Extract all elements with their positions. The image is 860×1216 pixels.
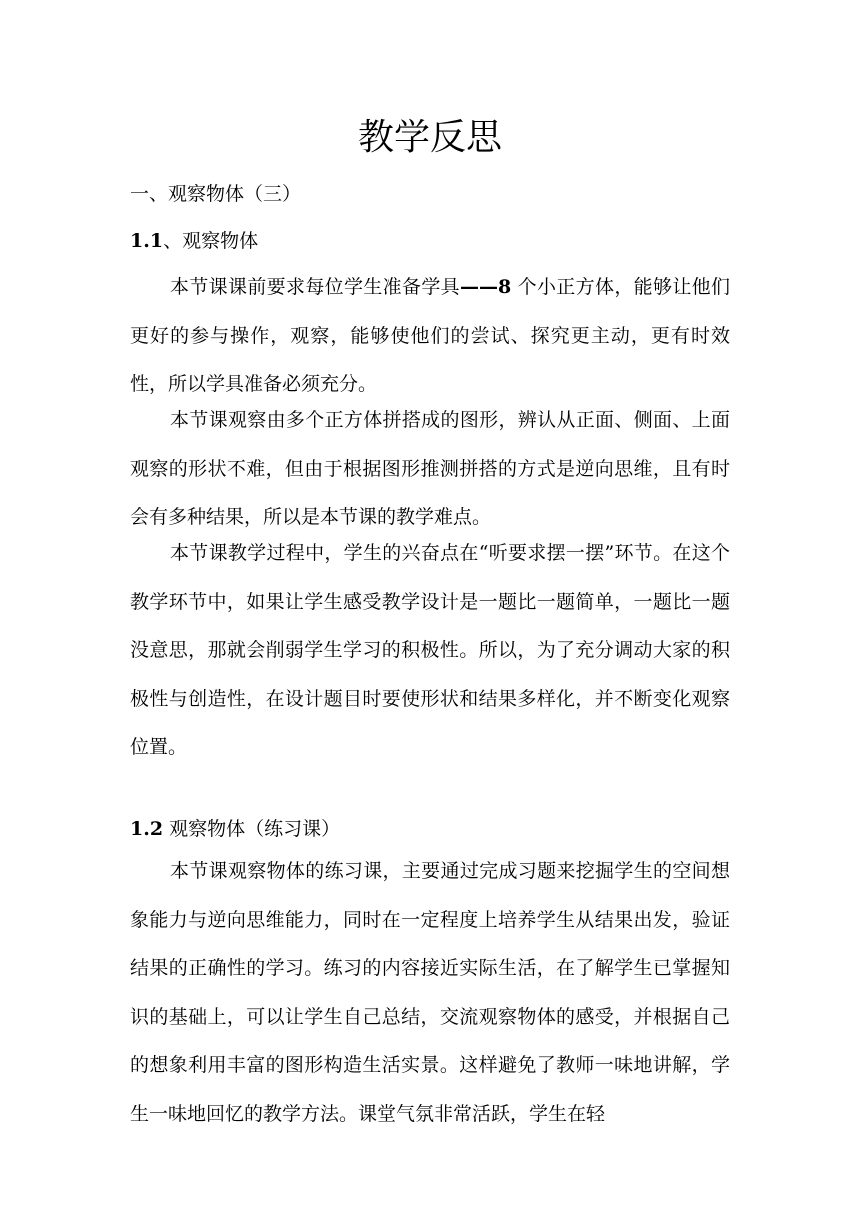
paragraph-2: 本节课观察由多个正方体拼搭成的图形，辨认从正面、侧面、上面观察的形状不难，但由于根据图形推测拼搭的方式是逆向思维，且有时会有多种结果，所以是本节课的教学难点。 xyxy=(130,409,730,528)
subsection-number: 1.2 xyxy=(130,818,164,840)
subsection-title: 观察物体（练习课） xyxy=(163,818,341,840)
paragraph-3: 本节课教学过程中，学生的兴奋点在“听要求摆一摆”环节。在这个教学环节中，如果让学生感受教学设计是一题比一题简单，一题比一题没意思，那就会削弱学生学习的积极性。所以，为了充分调动大家的积极性与创造性，在设计题目时要使形状和结果多样化，并不断变化观察位置。 xyxy=(130,542,730,758)
subsection-number: 1.1 xyxy=(130,230,164,252)
paragraph-4: 本节课观察物体的练习课，主要通过完成习题来挖掘学生的空间想象能力与逆向思维能力，同时在一定程度上培养学生从结果出发，验证结果的正确性的学习。练习的内容接近实际生活，在了解学生已掌握知识的基础上，可以让学生自己总结，交流观察物体的感受，并根据自己的想象利用丰富的图形构造生活实景。这样避免了教师一味地讲解，学生一味地回忆的教学方法。课堂气氛非常活跃，学生在轻 xyxy=(130,860,730,1125)
paragraph-text: 本节课课前要求每位学生准备学具 xyxy=(170,276,461,298)
section-heading-1: 一、观察物体（三） xyxy=(130,183,302,205)
document-title: 教学反思 xyxy=(357,117,502,158)
subsection-heading-1-1 xyxy=(130,227,258,255)
paragraph-bold-text: ——8 xyxy=(460,276,512,298)
subsection-heading-1-2 xyxy=(130,815,340,843)
paragraph-text: 个小正方体，能够让他们更好的参与操作，观察，能够使他们的尝试、探究更主动，更有时效性，所以学具准备必须充分。 xyxy=(130,276,730,395)
paragraph-1 xyxy=(130,263,730,409)
subsection-title: 、观察物体 xyxy=(163,230,259,252)
